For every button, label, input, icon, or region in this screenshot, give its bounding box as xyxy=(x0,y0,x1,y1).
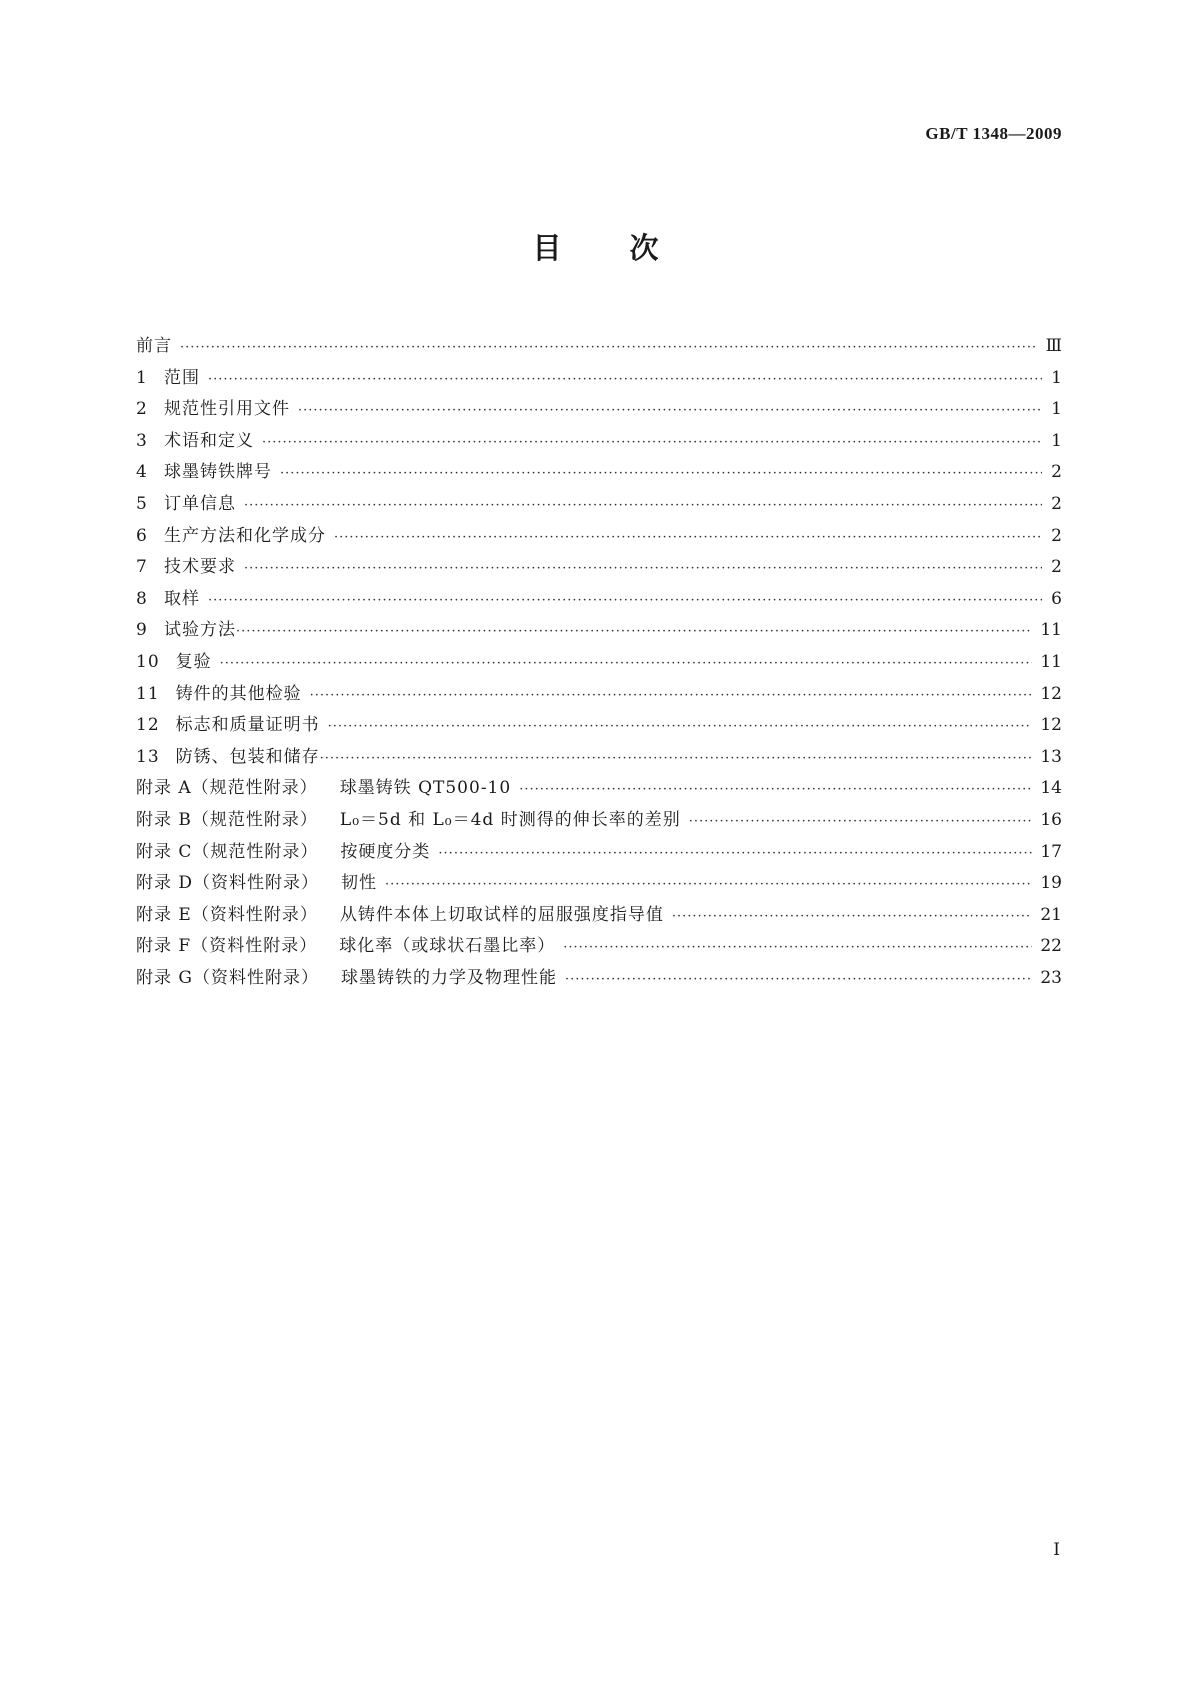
toc-entry-label xyxy=(136,837,438,862)
toc-appendix-heading: 附录 G（资料性附录） xyxy=(136,967,319,988)
toc-page-number: 2 xyxy=(1051,462,1062,483)
toc-entry-8[interactable] xyxy=(136,584,1062,616)
toc-entry-label xyxy=(136,679,310,704)
toc-entry-label: 前言 xyxy=(136,336,172,356)
standard-number: GB/T 1348—2009 xyxy=(925,124,1062,143)
toc-leader-dots xyxy=(208,372,1042,387)
toc-entry-label xyxy=(136,773,519,798)
toc-section-number: 1 xyxy=(136,367,148,388)
toc-entry-label xyxy=(136,615,236,640)
toc-appendix-title: 从铸件本体上切取试样的屈服强度指导值 xyxy=(339,904,664,925)
toc-page-number: 23 xyxy=(1040,967,1062,988)
toc-entry-label xyxy=(136,457,280,482)
toc-leader-dots xyxy=(438,846,1032,861)
toc-section-title: 技术要求 xyxy=(164,557,236,578)
toc-appendix-heading: 附录 E（资料性附录） xyxy=(136,904,318,925)
toc-leader-dots xyxy=(220,656,1033,671)
toc-leader-dots xyxy=(180,340,1038,355)
toc-appendix-heading: 附录 B（规范性附录） xyxy=(136,809,318,830)
toc-page-number: 1 xyxy=(1051,367,1062,388)
toc-page-number: 2 xyxy=(1051,557,1062,578)
toc-entry-appendix-c[interactable] xyxy=(136,837,1062,869)
toc-leader-dots xyxy=(310,688,1033,703)
toc-leader-dots xyxy=(563,940,1032,955)
toc-entry-label xyxy=(136,742,320,767)
toc-leader-dots xyxy=(328,719,1033,734)
toc-entry-appendix-d[interactable] xyxy=(136,868,1062,900)
toc-appendix-title: L₀＝5d 和 L₀＝4d 时测得的伸长率的差别 xyxy=(339,809,681,830)
toc-page-number: 13 xyxy=(1040,746,1062,767)
toc-appendix-heading: 附录 A（规范性附录） xyxy=(136,778,318,799)
toc-section-number: 8 xyxy=(136,588,148,609)
toc-entry-label xyxy=(136,426,262,451)
toc-section-number: 3 xyxy=(136,430,148,451)
toc-entry-7[interactable] xyxy=(136,552,1062,584)
toc-entry-label xyxy=(136,647,220,672)
toc-leader-dots xyxy=(208,593,1042,608)
table-of-contents xyxy=(136,331,1062,994)
toc-entry-9[interactable] xyxy=(136,615,1062,647)
toc-entry-3[interactable] xyxy=(136,426,1062,458)
toc-entry-5[interactable] xyxy=(136,489,1062,521)
toc-leader-dots xyxy=(385,877,1032,892)
toc-appendix-title: 球化率（或球状石墨比率） xyxy=(339,936,556,957)
toc-section-number: 9 xyxy=(136,620,148,641)
toc-section-number: 7 xyxy=(136,557,148,578)
toc-page-number: 6 xyxy=(1051,588,1062,609)
toc-leader-dots xyxy=(262,435,1042,450)
toc-appendix-title: 按硬度分类 xyxy=(340,841,431,862)
toc-entry-label xyxy=(136,900,672,925)
toc-section-title: 标志和质量证明书 xyxy=(175,715,320,736)
toc-entry-label xyxy=(136,363,208,388)
toc-section-number: 4 xyxy=(136,462,148,483)
toc-entry-13[interactable] xyxy=(136,742,1062,774)
toc-page-number: 1 xyxy=(1051,430,1062,451)
toc-appendix-heading: 附录 D（资料性附录） xyxy=(136,873,320,894)
toc-entry-4[interactable] xyxy=(136,457,1062,489)
toc-entry-label xyxy=(136,584,208,609)
toc-entry-6[interactable] xyxy=(136,521,1062,553)
toc-entry-12[interactable] xyxy=(136,710,1062,742)
toc-page-number: 2 xyxy=(1051,525,1062,546)
toc-section-title: 范围 xyxy=(164,367,200,388)
page-number: I xyxy=(1053,1540,1060,1560)
toc-section-title: 防锈、包装和储存 xyxy=(175,746,320,767)
toc-section-title: 规范性引用文件 xyxy=(164,399,290,420)
toc-page-number: 14 xyxy=(1040,778,1062,799)
toc-section-title: 取样 xyxy=(164,588,200,609)
toc-leader-dots xyxy=(244,561,1042,576)
toc-page-number: 22 xyxy=(1040,936,1062,957)
toc-entry-label xyxy=(136,552,244,577)
toc-page-number: Ⅲ xyxy=(1045,336,1062,356)
toc-page-number: 16 xyxy=(1040,809,1062,830)
toc-leader-dots xyxy=(334,530,1042,545)
toc-section-title: 复验 xyxy=(175,651,212,672)
toc-entry-label xyxy=(136,868,385,893)
toc-section-number: 11 xyxy=(136,683,160,704)
toc-entry-label xyxy=(136,521,334,546)
toc-page-number: 21 xyxy=(1040,904,1062,925)
toc-leader-dots xyxy=(519,782,1032,797)
toc-entry-1[interactable] xyxy=(136,363,1062,395)
page-title: 目次 xyxy=(532,231,727,265)
toc-appendix-title: 球墨铸铁的力学及物理性能 xyxy=(340,967,557,988)
toc-section-number: 13 xyxy=(136,746,160,767)
toc-section-title: 订单信息 xyxy=(164,493,236,514)
toc-section-number: 6 xyxy=(136,525,148,546)
toc-leader-dots xyxy=(565,972,1032,987)
toc-leader-dots xyxy=(280,466,1042,481)
toc-page-number: 11 xyxy=(1040,620,1062,641)
toc-section-title: 球墨铸铁牌号 xyxy=(164,462,272,483)
toc-section-number: 5 xyxy=(136,493,148,514)
toc-entry-label xyxy=(136,710,328,735)
toc-entry-label xyxy=(136,963,565,988)
toc-section-title: 术语和定义 xyxy=(164,430,254,451)
toc-leader-dots xyxy=(320,751,1033,766)
toc-page-number: 11 xyxy=(1040,651,1062,672)
toc-entry-appendix-f[interactable] xyxy=(136,931,1062,963)
toc-entry-appendix-e[interactable] xyxy=(136,900,1062,932)
toc-appendix-heading: 附录 F（资料性附录） xyxy=(136,936,318,957)
toc-page-number: 19 xyxy=(1040,873,1062,894)
toc-leader-dots xyxy=(672,909,1033,924)
toc-leader-dots xyxy=(244,498,1042,513)
toc-entry-label xyxy=(136,489,244,514)
toc-section-title: 生产方法和化学成分 xyxy=(164,525,326,546)
toc-leader-dots xyxy=(236,624,1032,639)
toc-leader-dots xyxy=(689,814,1033,829)
toc-appendix-title: 球墨铸铁 QT500-10 xyxy=(339,778,512,799)
toc-entry-foreword[interactable] xyxy=(136,331,1062,363)
toc-entry-appendix-b[interactable] xyxy=(136,805,1062,837)
toc-entry-label xyxy=(136,805,689,830)
toc-section-number: 10 xyxy=(136,651,160,672)
toc-entry-2[interactable] xyxy=(136,394,1062,426)
toc-entry-label xyxy=(136,394,298,419)
toc-entry-10[interactable] xyxy=(136,647,1062,679)
toc-section-title: 试验方法 xyxy=(164,620,236,641)
toc-appendix-title: 韧性 xyxy=(341,873,378,894)
toc-appendix-heading: 附录 C（规范性附录） xyxy=(136,841,319,862)
toc-page-number: 12 xyxy=(1040,715,1062,736)
toc-page-number: 2 xyxy=(1051,493,1062,514)
toc-section-number: 2 xyxy=(136,399,148,420)
toc-entry-11[interactable] xyxy=(136,679,1062,711)
toc-entry-appendix-g[interactable] xyxy=(136,963,1062,995)
toc-section-title: 铸件的其他检验 xyxy=(175,683,302,704)
toc-section-number: 12 xyxy=(136,715,160,736)
toc-leader-dots xyxy=(298,403,1042,418)
toc-page-number: 12 xyxy=(1040,683,1062,704)
toc-page-number: 1 xyxy=(1051,399,1062,420)
toc-entry-label xyxy=(136,931,563,956)
toc-page-number: 17 xyxy=(1040,841,1062,862)
toc-entry-appendix-a[interactable] xyxy=(136,773,1062,805)
